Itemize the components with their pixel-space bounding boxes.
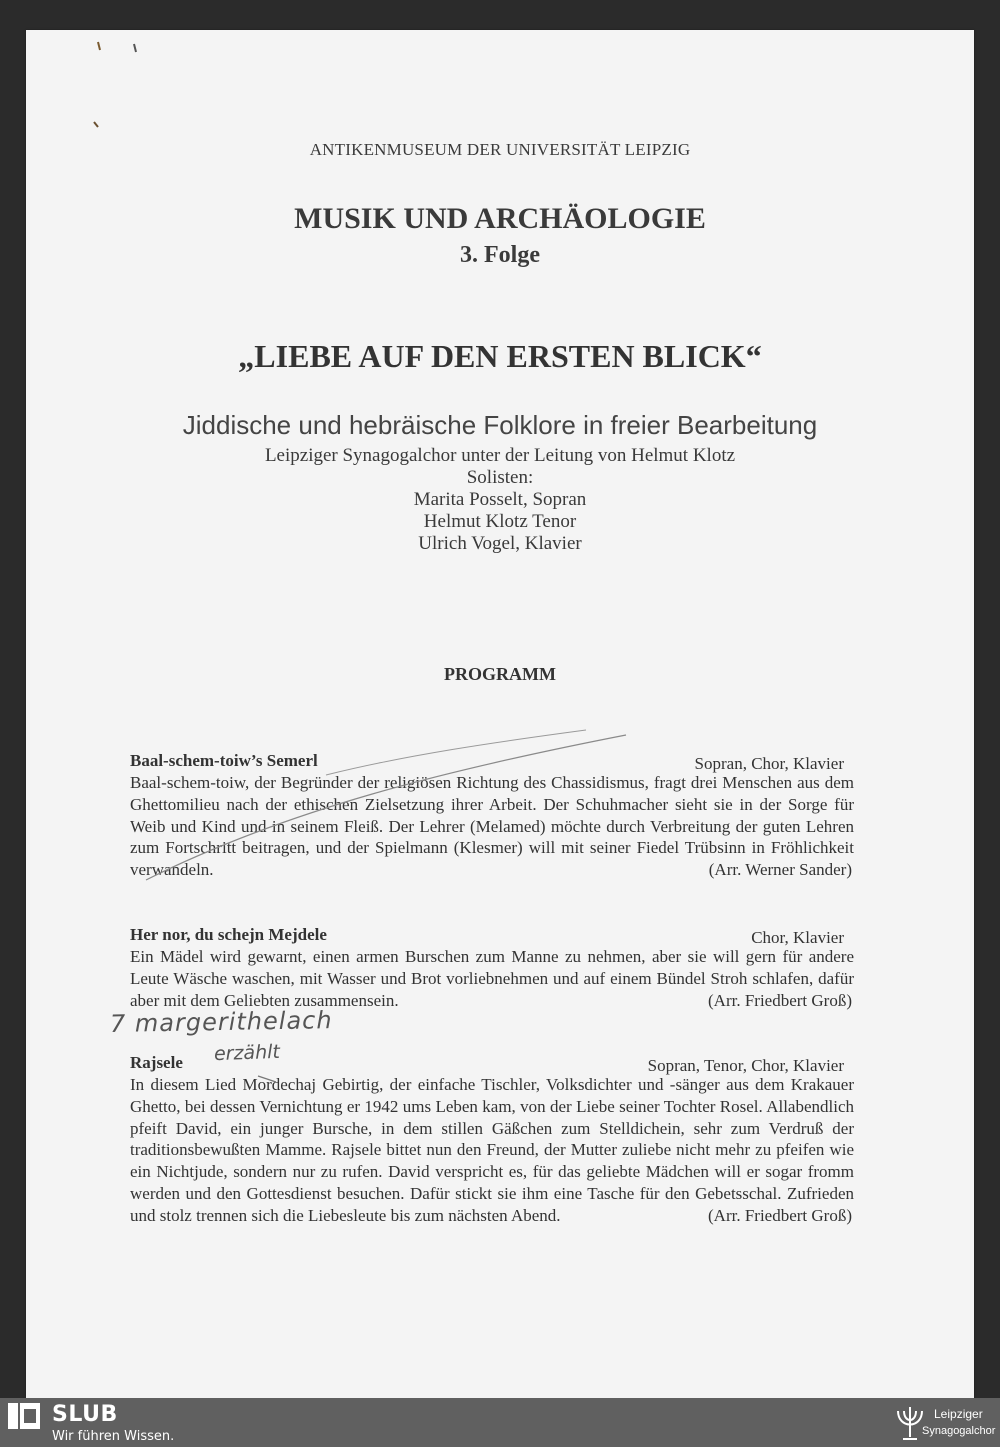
performer-soprano: Marita Posselt, Sopran [413, 489, 587, 510]
entry-description [130, 1074, 854, 1227]
entry-arranger: (Arr. Werner Sander) [708, 860, 852, 880]
program-entry [130, 1052, 854, 1227]
concert-title: „LIEBE AUF DEN ERSTEN BLICK“ [238, 338, 762, 374]
program-entry [130, 924, 854, 1011]
partner-name-line1: Leipziger [934, 1407, 983, 1421]
slub-tagline: Wir führen Wissen. [52, 1429, 175, 1444]
paper-speck [94, 122, 98, 127]
footer-bar [0, 1398, 1000, 1447]
performer-soloists-label: Solisten: [466, 467, 534, 488]
entry-description-text: In diesem Lied Mordechaj Gebirtig, der einfache Tischler, Volksdichter und -sänger aus dem Krakauer Ghetto, bei dessen Vernichtung er 1942 ums Leben kam, von der Liebe seiner Tochter Rosel. Allabendlich pfeift David, ein junger Bursche, in dem stillen Gäßchen zum Stelldichein, sehr zum Verdruß der traditionsbewußten Mamme. Rajsele bittet nun den Freund, der Mutter zuliebe nicht mehr zu pfeifen wie ein Nichtjude, sondern nur zu rufen. David verspricht es, für das geliebte Mädchen will er sogar fromm werden und den Gottesdienst besuchen. Dafür stickt sie ihm eine Tasche für den Gebetsschal. Zufrieden und stolz trennen sich die Liebesleute bis zum nächsten Abend. [130, 1075, 854, 1225]
entry-title: Her nor, du schejn Mejdele [130, 925, 327, 945]
handwritten-note: 7 margerithelach [109, 1006, 333, 1038]
paper-speck [134, 44, 136, 52]
performers-block [26, 445, 974, 555]
entry-title: Baal-schem-toiw’s Semerl [130, 751, 318, 771]
series-title: MUSIK UND ARCHÄOLOGIE [294, 202, 706, 235]
document-page [26, 30, 974, 1398]
entry-description [130, 946, 854, 1011]
partner-name-line2: Synagogalchor [922, 1425, 996, 1437]
entry-description-text: Baal-schem-toiw, der Begründer der religiösen Richtung des Chassidismus, fragt drei Menschen aus dem Ghettomilieu nach der ethischen Zielsetzung ihrer Arbeit. Der Schuhmacher sieht sie in der Sorge für Weib und Kind und in seinem Fleiß. Der Lehrer (Melamed) möchte durch Verbreitung der guten Lehren zum Fortschritt beitragen, und der Spielmann (Klesmer) will mit seiner Fiedel Trübsinn in Fröhlichkeit verwandeln. [130, 773, 854, 880]
handwritten-note: erzählt [213, 1040, 281, 1066]
paper-speck [98, 42, 100, 50]
performer-tenor: Helmut Klotz Tenor [423, 511, 577, 532]
museum-name: ANTIKENMUSEUM DER UNIVERSITÄT LEIPZIG [309, 140, 691, 159]
entry-title: Rajsele [130, 1053, 183, 1073]
entry-description-text: Ein Mädel wird gewarnt, einen armen Burschen zum Manne zu nehmen, aber sie will gern für andere Leute Wäsche waschen, mit Wasser und Brot vorliebnehmen und auf einem Bündel Stroh schlafen, dafür aber mit dem Geliebten zusammensein. [130, 947, 854, 1010]
menorah-icon [893, 1403, 927, 1443]
entry-voices: Sopran, Tenor, Chor, Klavier [647, 1056, 844, 1076]
entry-arranger: (Arr. Friedbert Groß) [708, 1205, 852, 1225]
performer-piano: Ulrich Vogel, Klavier [418, 533, 582, 554]
concert-subtitle: Jiddische und hebräische Folklore in freier Bearbeitung [182, 410, 818, 440]
slub-brand: SLUB [52, 1402, 118, 1427]
performer-choir: Leipziger Synagogalchor unter der Leitung von Helmut Klotz [264, 445, 736, 466]
series-part: 3. Folge [460, 242, 540, 268]
program-heading: PROGRAMM [444, 664, 556, 684]
slub-logo-icon [8, 1403, 40, 1429]
program-entry [130, 750, 854, 881]
entry-description [130, 772, 854, 881]
entry-voices: Chor, Klavier [751, 928, 844, 948]
entry-arranger: (Arr. Friedbert Groß) [708, 990, 852, 1010]
entry-voices: Sopran, Chor, Klavier [694, 754, 844, 774]
